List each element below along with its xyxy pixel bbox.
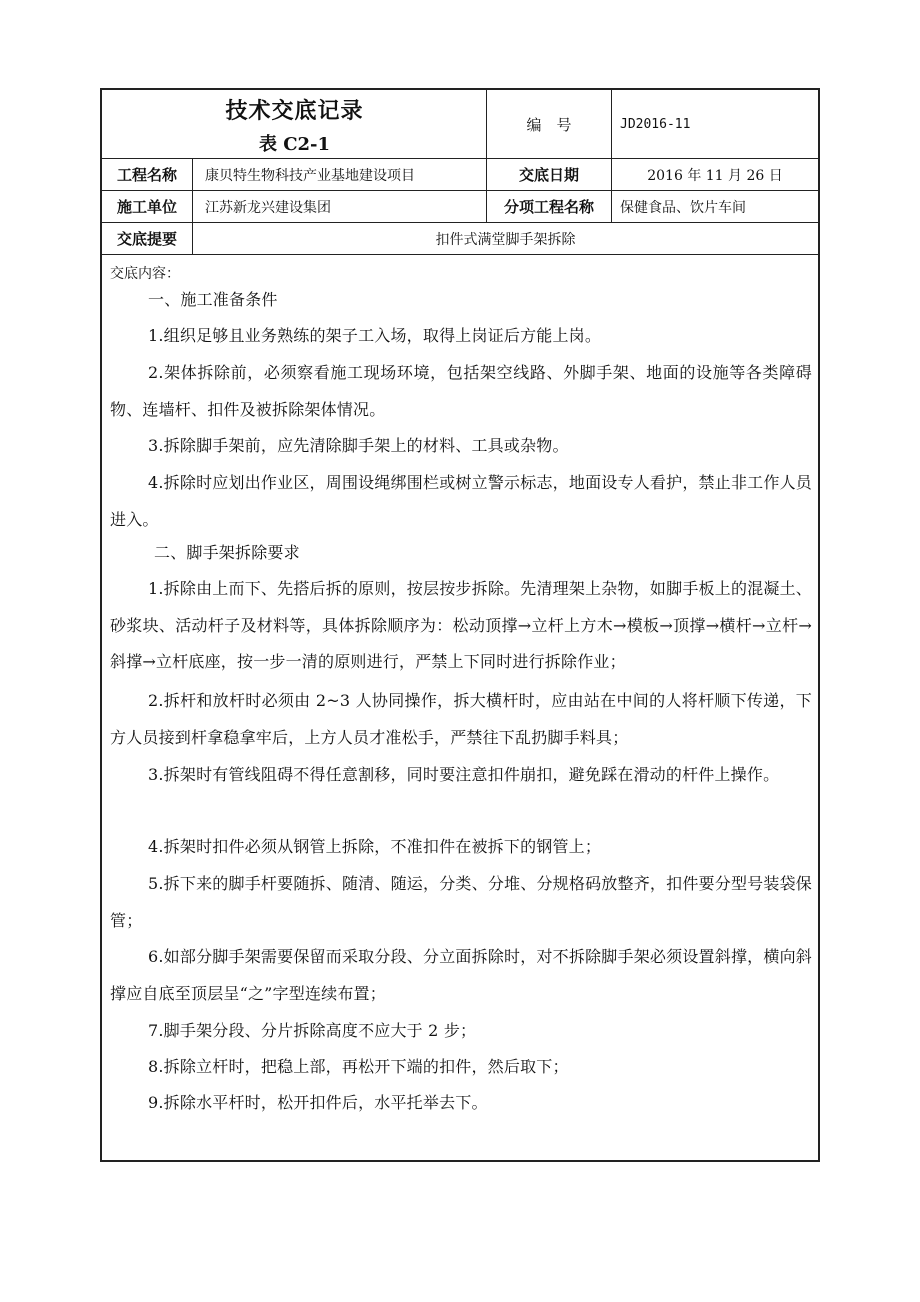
row-divider	[102, 254, 818, 255]
code-value: JD2016-11	[620, 116, 691, 132]
content-intro: 交底内容：	[110, 266, 180, 282]
date-label: 交底日期	[518, 166, 579, 184]
project-name-label: 工程名称	[116, 166, 177, 184]
code-label: 编 号	[526, 115, 572, 134]
form-title-block	[102, 90, 487, 158]
list-item: 4.拆除时应划出作业区，周围设绳绑围栏或树立警示标志，地面设专人看护，禁止非工作人员进入。	[110, 473, 812, 529]
contractor-label: 施工单位	[116, 198, 177, 216]
project-name-value: 康贝特生物科技产业基地建设项目	[205, 167, 415, 184]
summary-value: 扣件式满堂脚手架拆除	[435, 231, 576, 248]
date-value: 2016 年 11 月 26 日	[647, 167, 783, 184]
section-heading: 一、施工准备条件	[148, 290, 278, 309]
list-item: 2.架体拆除前，必须察看施工现场环境，包括架空线路、外脚手架、地面的设施等各类障碍物、连墙杆、扣件及被拆除架体情况。	[110, 363, 812, 419]
summary-label: 交底提要	[116, 230, 177, 248]
list-item: 9.拆除水平杆时，松开扣件后，水平托举去下。	[148, 1093, 488, 1112]
form-number: 表 C2-1	[258, 134, 331, 155]
list-item: 8.拆除立杆时，把稳上部，再松开下端的扣件，然后取下；	[148, 1057, 569, 1076]
list-item: 1.拆除由上而下、先搭后拆的原则，按层按步拆除。先清理架上杂物，如脚手板上的混凝土、砂浆块、活动杆子及材料等，具体拆除顺序为：松动顶撑→立杆上方木→模板→顶撑→横杆→立杆→斜撑→立杆底座，按一步一清的原则进行，严禁上下同时进行拆除作业；	[110, 579, 812, 671]
form-title: 技术交底记录	[225, 99, 364, 124]
list-item: 1.组织足够且业务熟练的架子工入场，取得上岗证后方能上岗。	[148, 326, 602, 345]
subproject-value: 保健食品、饮片车间	[620, 199, 746, 216]
contractor-value: 江苏新龙兴建设集团	[205, 199, 331, 216]
list-item: 3.拆除脚手架前，应先清除脚手架上的材料、工具或杂物。	[148, 436, 569, 455]
list-item: 6.如部分脚手架需要保留而采取分段、分立面拆除时，对不拆除脚手架必须设置斜撑，横向斜撑应自底至顶层呈“之”字型连续布置；	[110, 947, 812, 1003]
list-item: 3.拆架时有管线阻碍不得任意割移，同时要注意扣件崩扣，避免踩在滑动的杆件上操作。	[148, 765, 780, 784]
technical-disclosure-form	[100, 88, 820, 1162]
list-item: 4.拆架时扣件必须从钢管上拆除，不准扣件在被拆下的钢管上；	[148, 837, 602, 856]
list-item: 7.脚手架分段、分片拆除高度不应大于 2 步；	[148, 1021, 477, 1040]
section-heading: 二、脚手架拆除要求	[154, 543, 300, 562]
list-item: 2.拆杆和放杆时必须由 2~3 人协同操作，拆大横杆时，应由站在中间的人将杆顺下传递，下方人员接到杆拿稳拿牢后，上方人员才准松手，严禁往下乱扔脚手料具；	[110, 691, 812, 747]
subproject-label: 分项工程名称	[503, 198, 594, 216]
list-item: 5.拆下来的脚手杆要随拆、随清、随运，分类、分堆、分规格码放整齐，扣件要分型号装袋保管；	[110, 874, 812, 930]
